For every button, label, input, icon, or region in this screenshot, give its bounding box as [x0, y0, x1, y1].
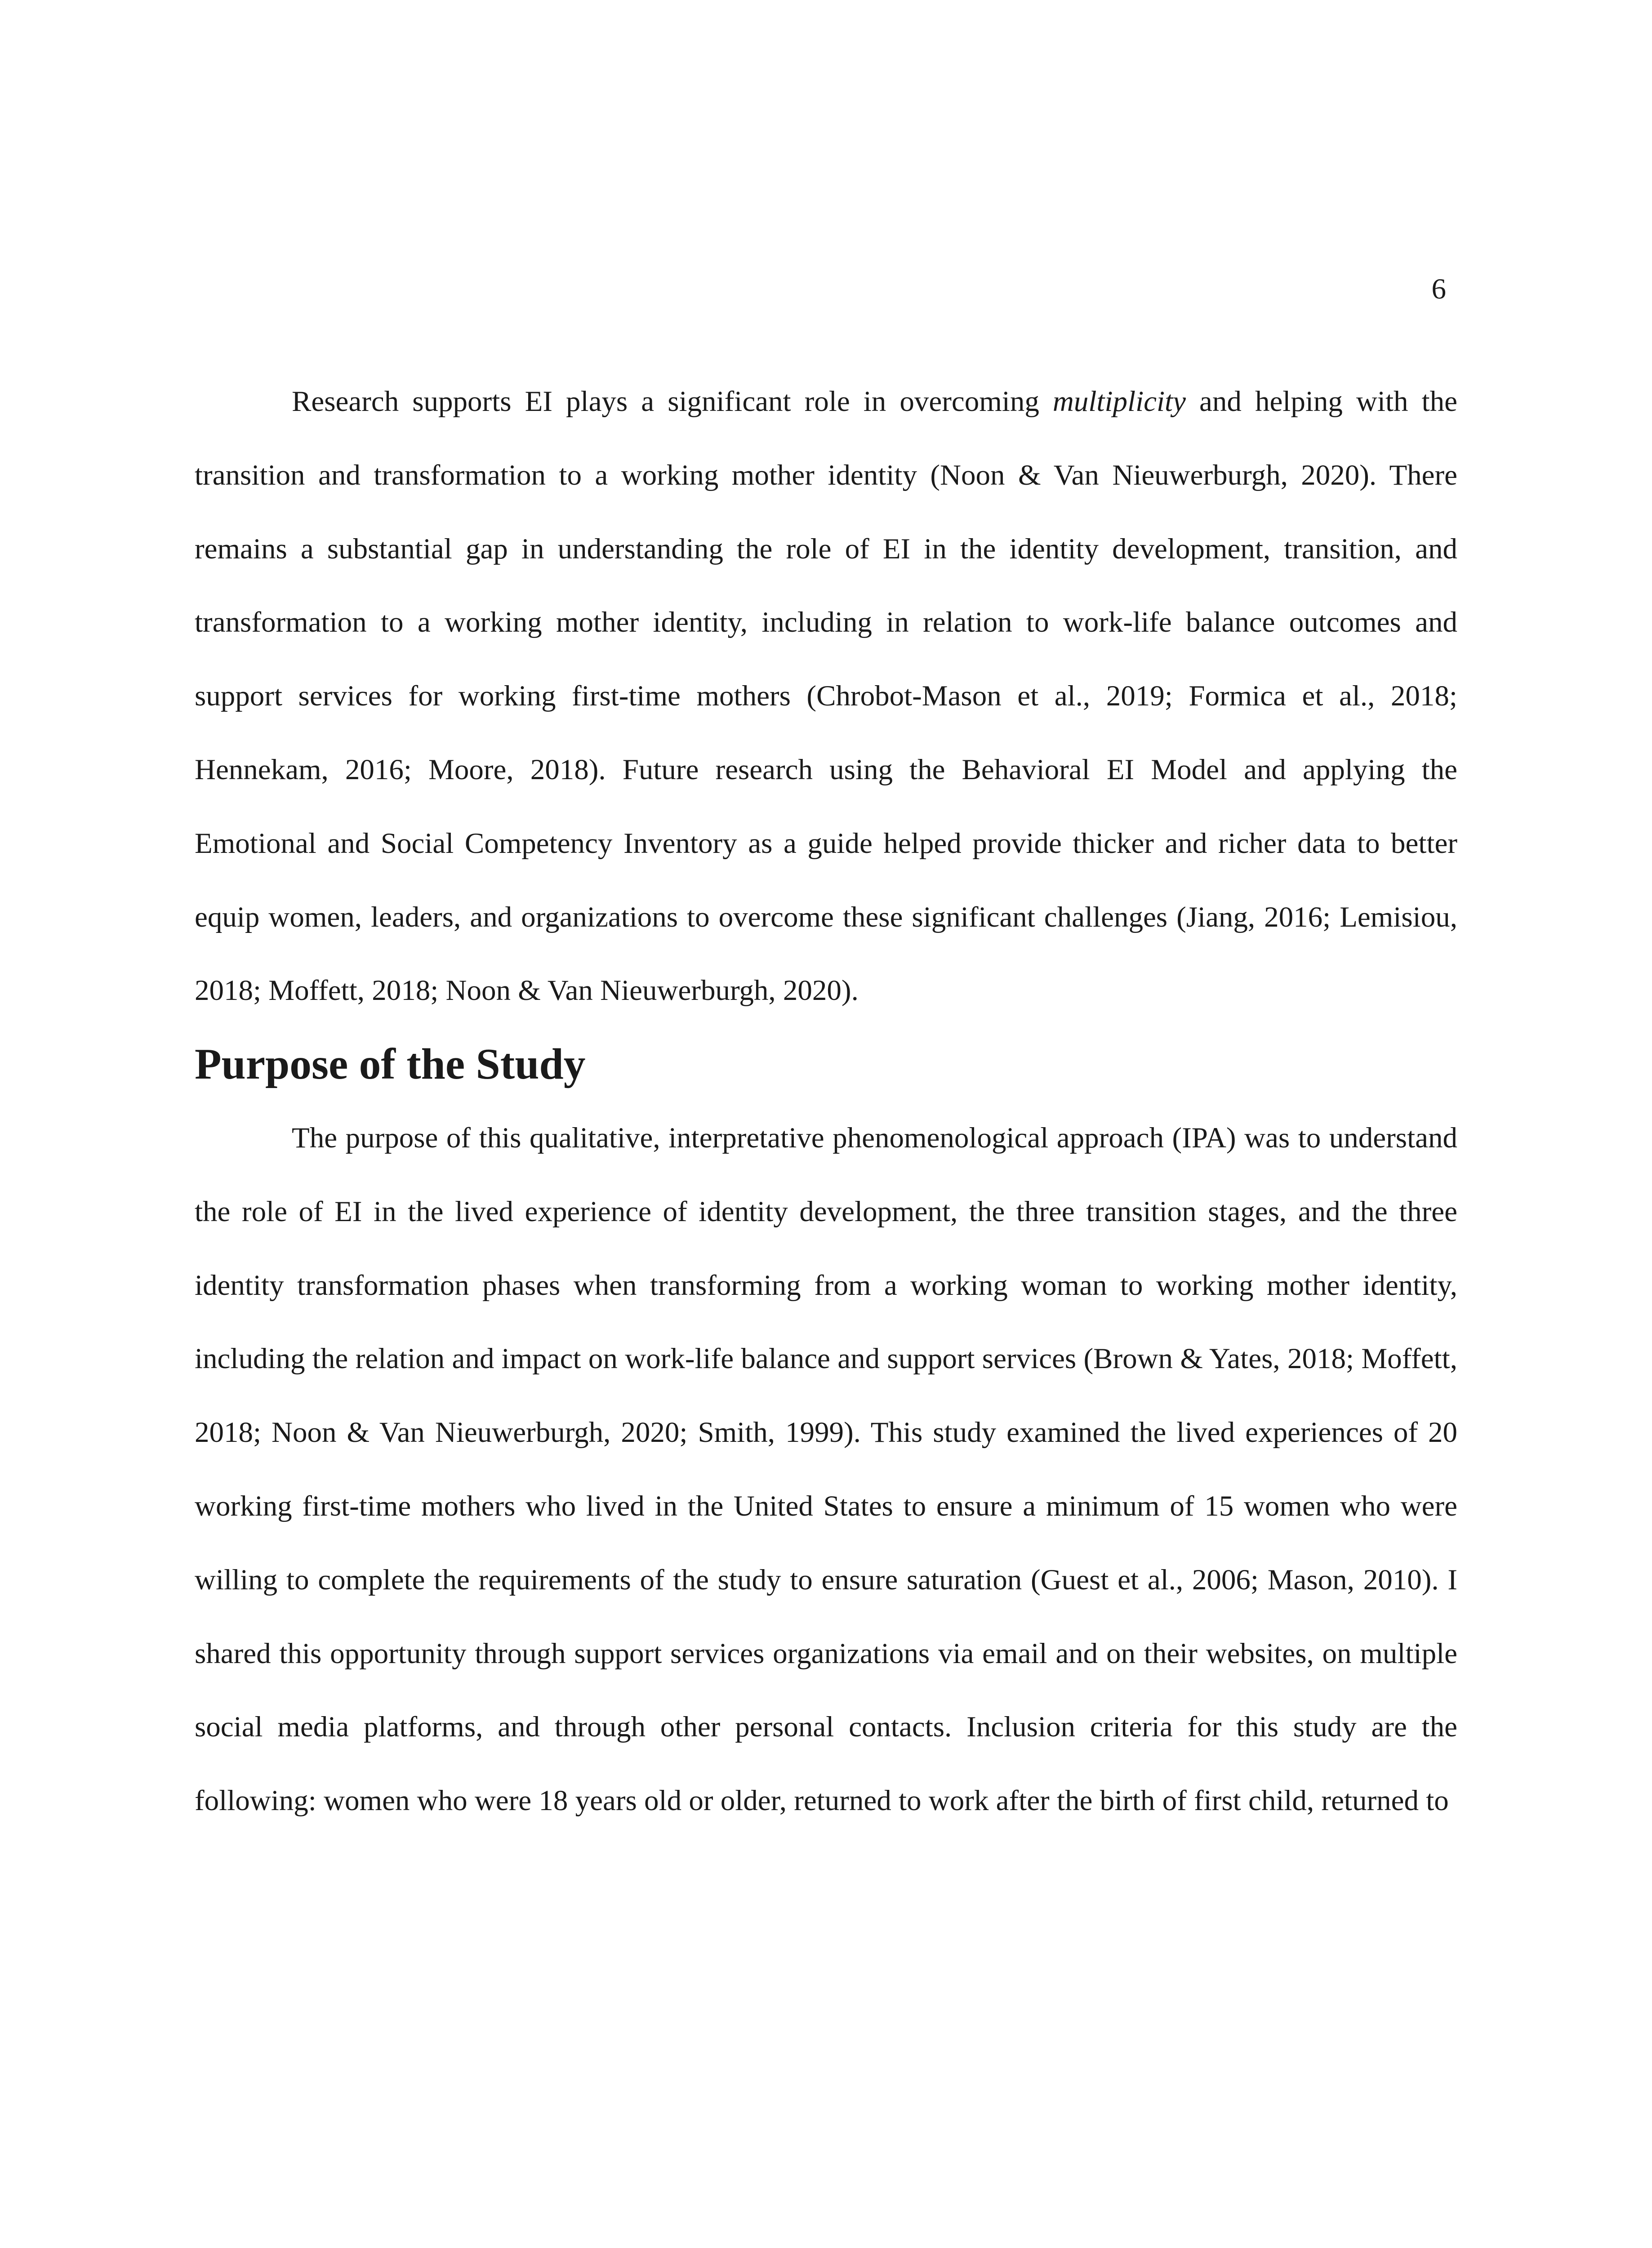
paragraph-ei-role-text-start: Research supports EI plays a significant role in overcoming — [292, 385, 1053, 418]
paragraph-ei-role-text-end: and helping with the transition and transformation to a working mother identity (Noon & Van Nieuwerburgh, 2020). There remains a substantial gap in understanding the role of EI in the identity development, transition, and transformation to a working mother identity, including in relation to work-life balance outcomes and support services for working first-time mothers (Chrobot-Mason et al., 2019; Formica et al., 2018; Hennekam, 2016; Moore, 2018). Future research using the Behavioral EI Model and applying the Emotional and Social Competency Inventory as a guide helped provide thicker and richer data to better equip women, leaders, and organizations to overcome these significant challenges (Jiang, 2016; Lemisiou, 2018; Moffett, 2018; Noon & Van Nieuwerburgh, 2020). — [195, 385, 1457, 1007]
paragraph-purpose: The purpose of this qualitative, interpretative phenomenological approach (IPA) was to understand the role of EI in the lived experience of identity development, the three transition stages, and the three identity transformation phases when transforming from a working woman to working mother identity, including the relation and impact on work-life balance and support services (Brown & Yates, 2018; Moffett, 2018; Noon & Van Nieuwerburgh, 2020; Smith, 1999). This study examined the lived experiences of 20 working first-time mothers who lived in the United States to ensure a minimum of 15 women who were willing to complete the requirements of the study to ensure saturation (Guest et al., 2006; Mason, 2010). I shared this opportunity through support services organizations via email and on their websites, on multiple social media platforms, and through other personal contacts. Inclusion criteria for this study are the following: women who were 18 years old or older, returned to work after the birth of first child, returned to — [195, 1121, 1457, 1817]
document-body — [195, 365, 1457, 1838]
section-heading-purpose: Purpose of the Study — [195, 1040, 586, 1089]
paragraph-ei-role — [195, 365, 1457, 1028]
page-number: 6 — [1431, 273, 1446, 305]
italic-term-multiplicity: multiplicity — [1052, 385, 1186, 418]
